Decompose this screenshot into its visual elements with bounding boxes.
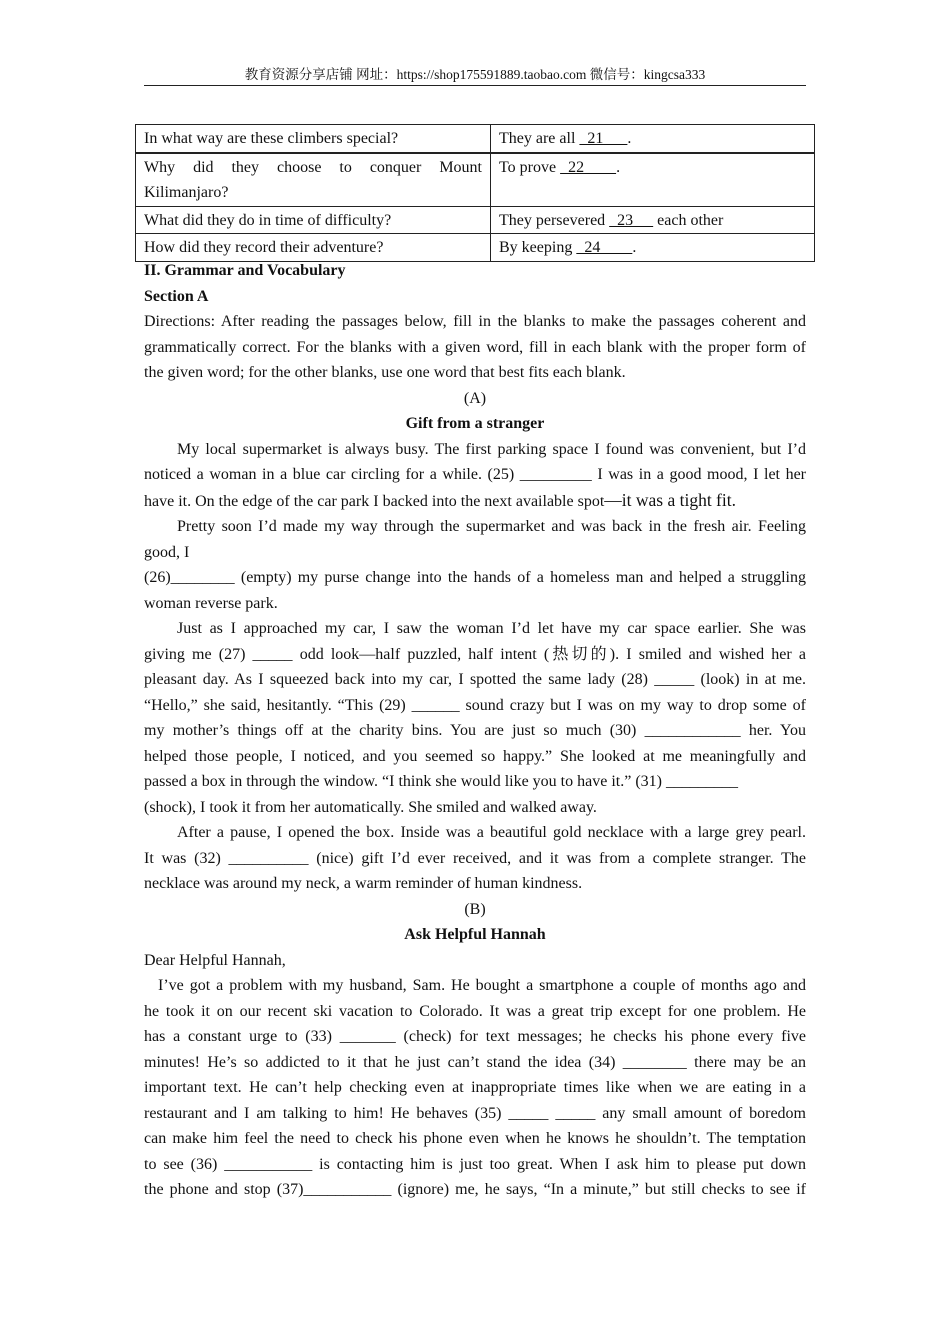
passage-line: can make him feel the need to check his phone even when he knows he shouldn’t. The temptation (144, 1130, 806, 1147)
passage-line: to see (36) ___________ is contacting him is just too great. When I ask him to please put down (144, 1155, 806, 1173)
letter-salutation: Dear Helpful Hannah, (144, 951, 286, 969)
answer-suffix: . (632, 239, 637, 256)
answer-cell (491, 153, 815, 207)
answer-text: To prove (499, 158, 561, 176)
line-text-tail: —it was a tight fit. (604, 489, 736, 510)
passage-line: has a constant urge to (33) _______ (check) for text messages; he checks his phone every five (144, 1028, 806, 1045)
passage-line: necklace was around my neck, a warm reminder of human kindness. (144, 875, 583, 892)
directions-line: grammatically correct. For the blanks with a given word, fill in each blank with the proper form of (144, 338, 806, 356)
passage-b-title: Ask Helpful Hannah (404, 926, 546, 943)
passage-line: restaurant and I am talking to him! He behaves (35) _____ _____ any small amount of boredom (144, 1104, 806, 1122)
passage-b (144, 973, 806, 1203)
question-cell: How did they record their adventure? (136, 234, 491, 262)
passage-line: my mother’s things off at the charity bins. You are just so much (30) ____________ her. You (144, 722, 806, 739)
directions-line: Directions: After reading the passages below, fill in the blanks to make the passages coherent and (144, 313, 806, 330)
passage-line: I’ve got a problem with my husband, Sam. He bought a smartphone a couple of months ago and (158, 977, 806, 994)
answer-cell (491, 206, 815, 234)
section-subheading: Section A (144, 287, 209, 305)
passage-line: passed a box in through the window. “I think she would like you to have it.” (31) _________ (144, 773, 738, 790)
table-row (136, 234, 815, 262)
passage-line: Pretty soon I’d made my way through the supermarket and was back in the fresh air. Feeling (177, 518, 806, 535)
passage-b-label: (B) (464, 900, 486, 918)
passage-line: It was (32) __________ (nice) gift I’d ever received, and it was from a complete stranger. The (144, 849, 806, 867)
passage-line: good, I (144, 543, 190, 561)
passage-line: noticed a woman in a blue car circling for a while. (25) _________ I was in a good mood, I let her (144, 466, 806, 483)
passage-line: (shock), I took it from her automatically. She smiled and walked away. (144, 798, 597, 816)
answer-cell (491, 234, 815, 262)
answer-text: They are all (499, 130, 580, 147)
passage-line: giving me (27) _____ odd look—half puzzled, half intent (热切的). I smiled and wished her a (144, 645, 806, 663)
answer-suffix: . (627, 130, 632, 147)
blank-22[interactable]: 22 (560, 158, 617, 176)
passage-line: woman reverse park. (144, 594, 278, 612)
passage-line: pleasant day. As I squeezed back into my car, I spotted the same lady (28) _____ (look) in at me. (144, 671, 806, 688)
answer-cell (491, 125, 815, 153)
passage-line: helped those people, I noticed, and you seemed so happy.” She looked at me meaningfully and (144, 747, 806, 765)
passage-a-title: Gift from a stranger (405, 415, 545, 432)
table-row (136, 153, 815, 207)
passage-line: (26)________ (empty) my purse change into the hands of a homeless man and helped a struggling (144, 569, 806, 586)
passage-line: Just as I approached my car, I saw the woman I’d let have my car space earlier. She was (177, 620, 806, 637)
blank-24[interactable]: 24 (576, 239, 633, 256)
passage-line: important text. He can’t help checking even at inappropriate times like when we are eating in a (144, 1079, 806, 1096)
table-row (136, 206, 815, 234)
answer-suffix: . (616, 158, 621, 176)
passage-line: After a pause, I opened the box. Inside was a beautiful gold necklace with a large grey pearl. (177, 824, 806, 841)
passage-line: minutes! He’s so addicted to it that he just can’t stand the idea (34) ________ there may be an (144, 1053, 806, 1071)
document-body (144, 258, 806, 1203)
passage-a (144, 437, 806, 897)
passage-line: he took it on our recent ski vacation to Colorado. It was a great trip except for one problem. He (144, 1002, 806, 1020)
answer-table (135, 124, 815, 262)
page-header: 教育资源分享店铺 网址：https://shop175591889.taobao.com 微信号：kingcsa333 (144, 66, 806, 86)
line-text: have it. On the edge of the car park I backed into the next available spot (144, 492, 605, 510)
answer-text: They persevered (499, 211, 610, 229)
blank-21[interactable]: 21 (579, 130, 628, 147)
question-cell: Why did they choose to conquer Mount Kilimanjaro? (136, 153, 491, 207)
directions-line: the given word; for the other blanks, use one word that best fits each blank. (144, 364, 626, 381)
passage-line (144, 488, 806, 515)
question-cell: In what way are these climbers special? (136, 125, 491, 153)
answer-suffix: each other (653, 211, 724, 229)
answer-text: By keeping (499, 239, 577, 256)
passage-a-label: (A) (463, 389, 487, 407)
passage-line: “Hello,” she said, hesitantly. “This (29) ______ sound crazy but I was on my way to drop some of (144, 696, 806, 714)
table-row (136, 125, 815, 153)
question-cell: What did they do in time of difficulty? (136, 206, 491, 234)
passage-line: the phone and stop (37)___________ (ignore) me, he says, “In a minute,” but still checks to see if (144, 1181, 806, 1198)
blank-23[interactable]: 23 (609, 211, 654, 229)
passage-line: My local supermarket is always busy. The first parking space I found was convenient, but I’d (177, 440, 806, 458)
section-heading: II. Grammar and Vocabulary (144, 262, 346, 279)
